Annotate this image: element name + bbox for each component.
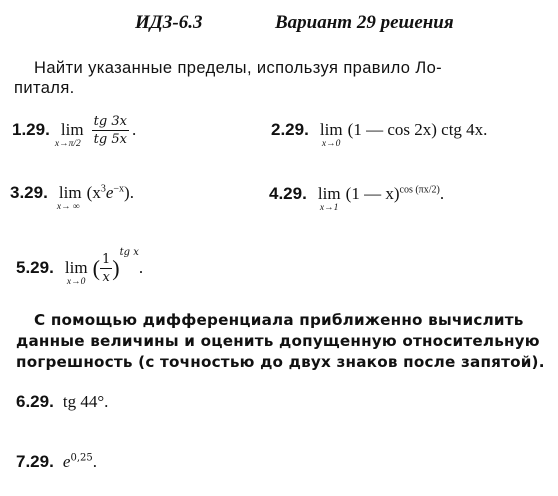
task-3-expression: $(x^3e^{-x})$.	[86, 183, 134, 202]
task-6	[16, 392, 108, 412]
task-7: 7.29. $e^{0,25}$.	[16, 452, 97, 471]
intro-line-2: питаля.	[14, 79, 75, 97]
task-2	[271, 120, 488, 149]
task-3-lim: lim x→ ∞	[56, 183, 82, 212]
task-7-base: e	[62, 452, 71, 471]
task-4	[269, 184, 445, 213]
section2-line-2: данные величины и оценить допущенную относительную	[16, 332, 540, 350]
document-header-right: Вариант 29 решения	[275, 12, 454, 33]
task-2-expression: (1 — cos 2x) ctg 4x.	[347, 120, 488, 139]
task-2-number: 2.29.	[271, 120, 309, 139]
task-5-lim-subscript: x→0	[66, 277, 86, 287]
task-1-fraction: $\frac{tg 3x}{tg 5x}$	[93, 114, 127, 147]
task-5-lim: lim x→0	[64, 258, 88, 287]
task-7-number: 7.29.	[16, 452, 54, 471]
task-6-expression: tg 44°.	[62, 392, 109, 411]
task-1-lim-subscript: x→π/2	[54, 139, 81, 149]
task-5: 5.29. lim x→0 ( $\frac{1}{x}$ )$^{tg x}$.	[16, 247, 144, 287]
task-2-lim: lim x→0	[319, 120, 343, 149]
section2-line-1: С помощью дифференциала приближенно вычислить	[34, 311, 524, 329]
task-5-fraction: $\frac{1}{x}$	[102, 252, 111, 285]
task-6-number: 6.29.	[16, 392, 54, 411]
section2-line-3: погрешность (с точностью до двух знаков после запятой).	[16, 353, 545, 371]
task-3	[10, 183, 134, 212]
task-1-lim: lim x→π/2	[54, 120, 84, 149]
task-1-number: 1.29.	[12, 120, 50, 139]
task-5-number: 5.29.	[16, 258, 54, 277]
task-4-number: 4.29.	[269, 184, 307, 203]
task-3-lim-subscript: x→ ∞	[56, 202, 80, 212]
task-4-expression: (1 — x)$^{cos (\pi x/2)}$.	[345, 184, 445, 203]
task-5-exponent: tg x	[119, 247, 139, 258]
task-3-number: 3.29.	[10, 183, 48, 202]
task-4-lim-subscript: x→1	[319, 203, 339, 213]
document-header-left: ИДЗ-6.3	[135, 12, 203, 33]
task-2-lim-subscript: x→0	[321, 139, 341, 149]
intro-line-1: Найти указанные пределы, используя правило Ло-	[34, 59, 443, 77]
task-4-lim: lim x→1	[317, 184, 341, 213]
task-1: 1.29. lim x→π/2 $\frac{tg 3x}{tg 5x}$ .	[12, 114, 137, 149]
task-7-exponent: 0,25	[70, 452, 93, 464]
